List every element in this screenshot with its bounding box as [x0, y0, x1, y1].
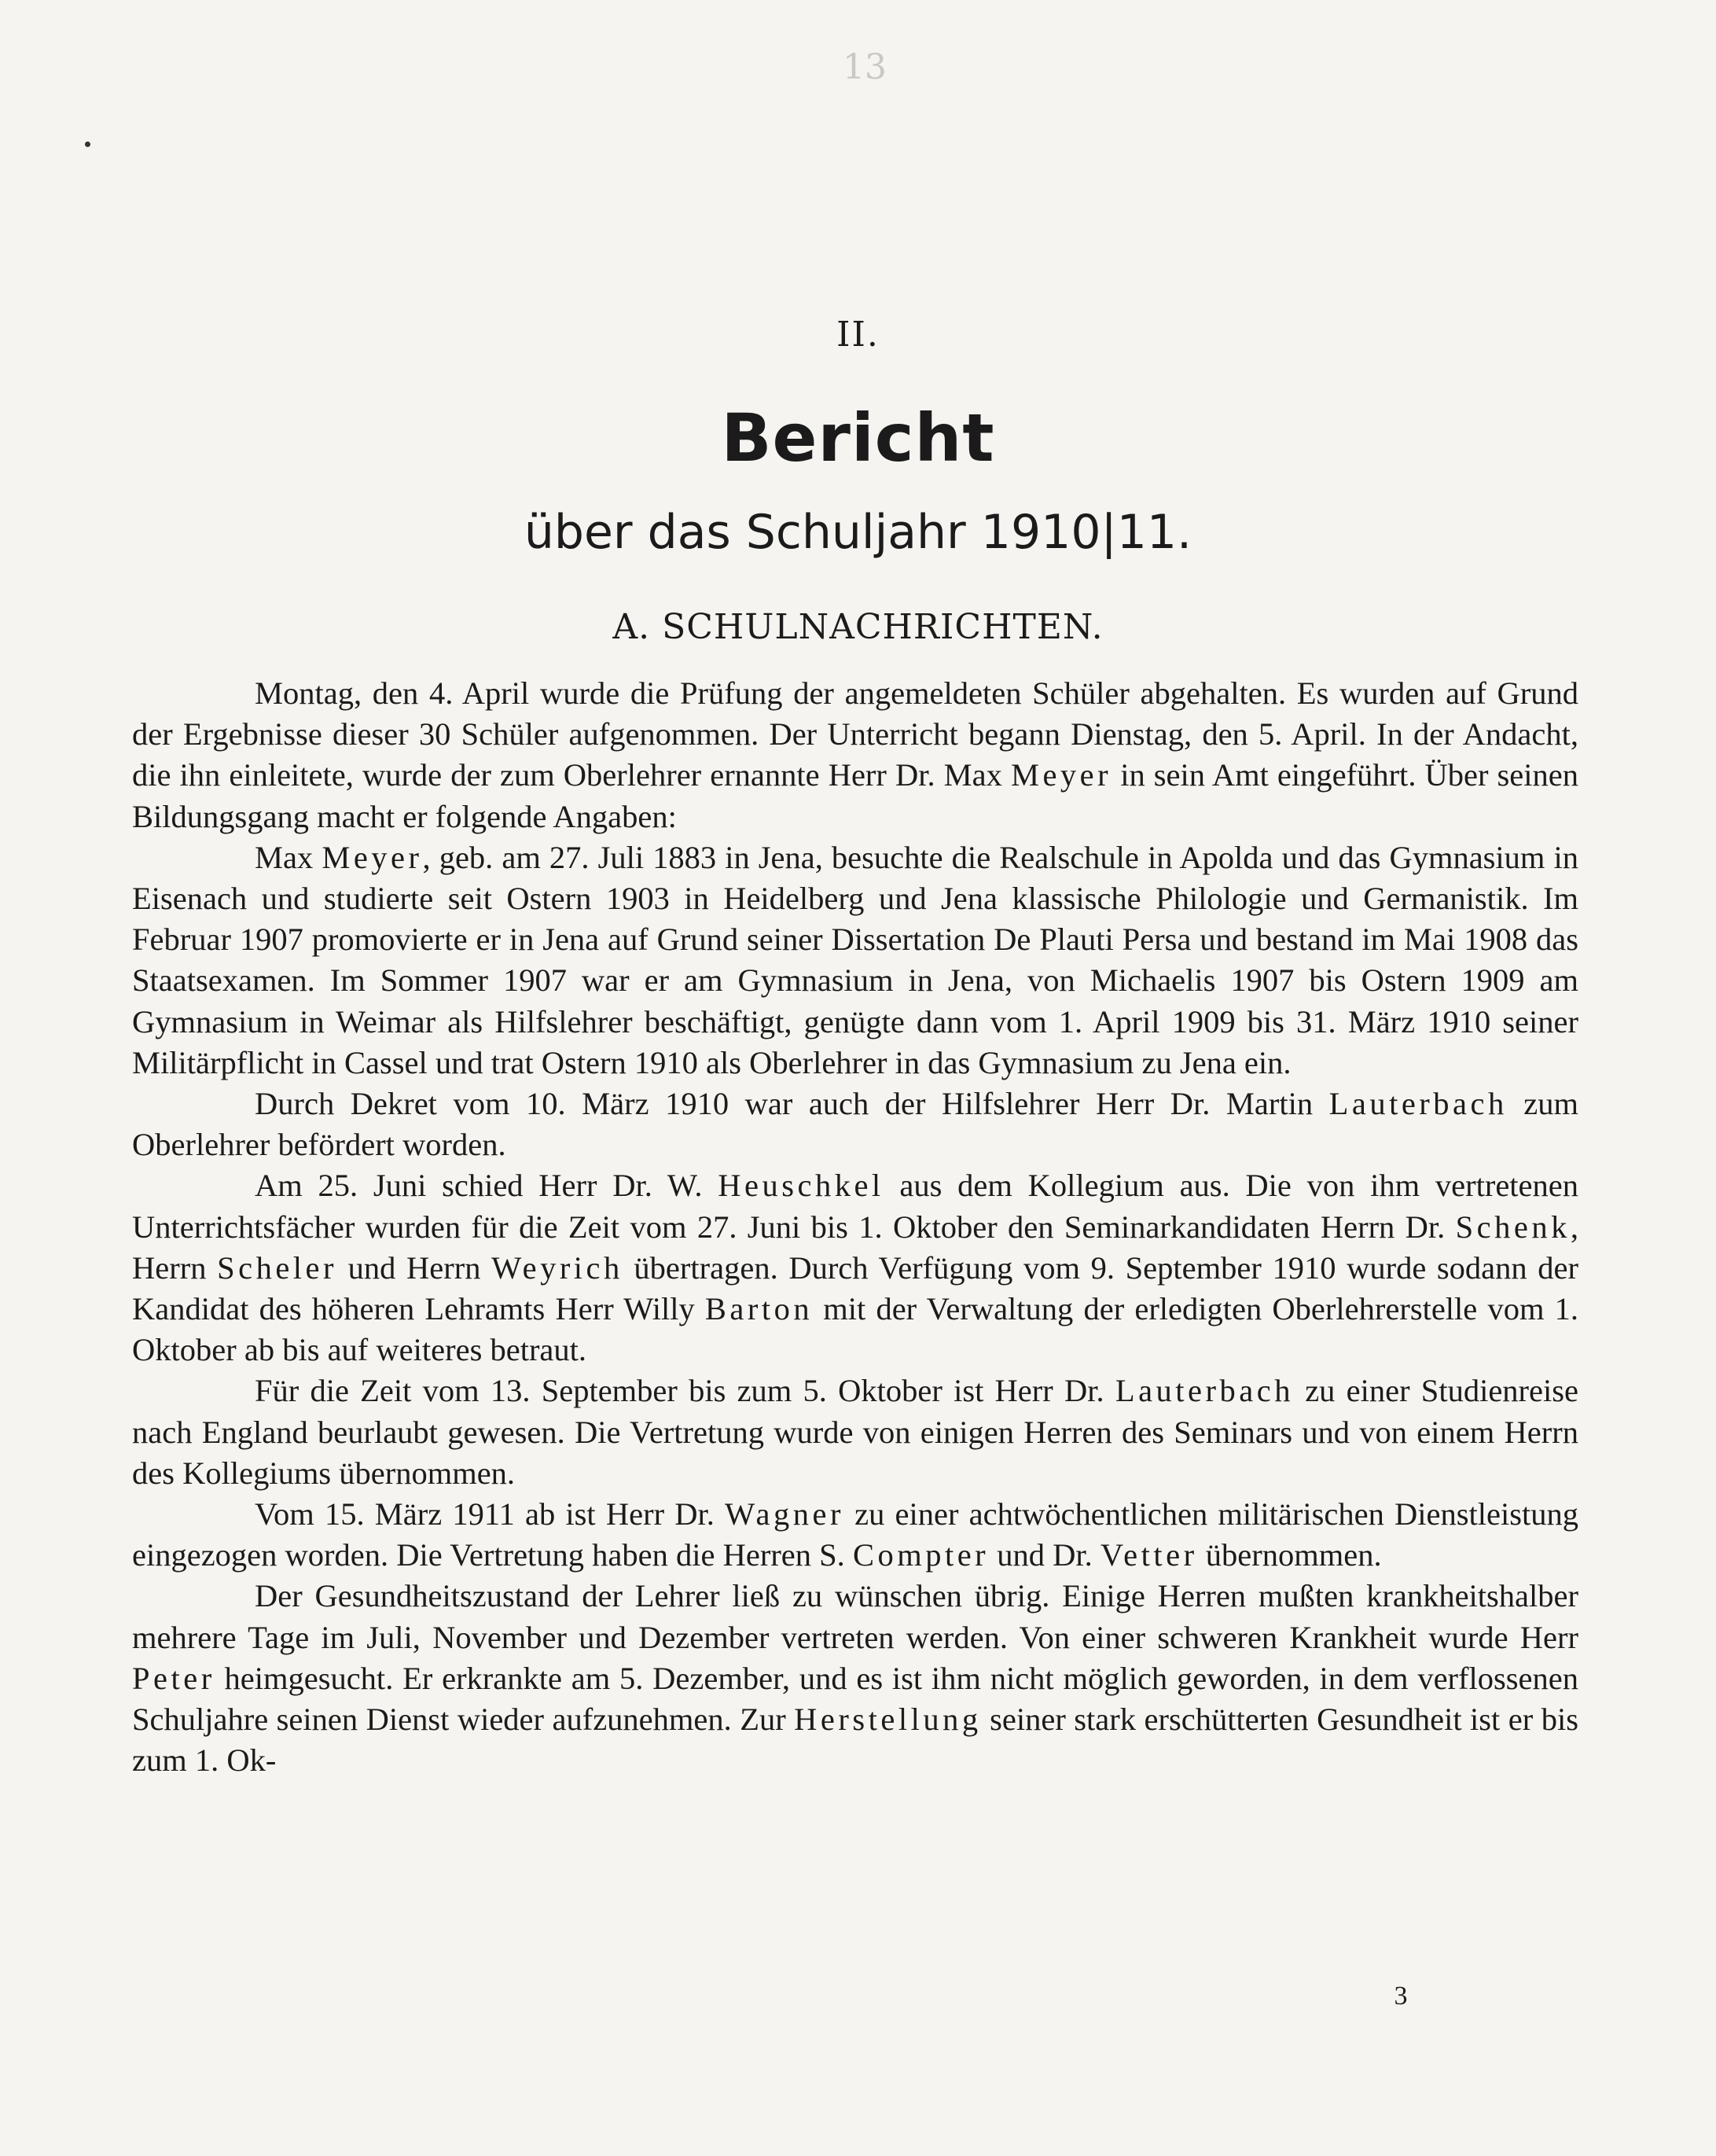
page-number-top: 13	[843, 47, 887, 87]
spaced-name: Compter	[852, 1537, 990, 1573]
body-text	[132, 673, 1578, 1781]
spaced-name: Lauterbach	[1115, 1373, 1294, 1409]
text-run: Am 25. Juni schied Herr Dr. W.	[255, 1168, 718, 1204]
text-run: mit der Verwaltung der erledigten Oberlehrerstelle vom 1. Oktober ab bis auf weiteres betraut.	[132, 1291, 1578, 1368]
spaced-name: Lauterbach	[1328, 1086, 1508, 1122]
spaced-name: Peter	[132, 1660, 215, 1696]
text-run: in sein Amt eingeführt. Über seinen Bildungsgang macht er folgende Angaben:	[132, 757, 1578, 834]
text-run: heimgesucht. Er erkrankte am 5. Dezember, und es ist ihm nicht möglich geworden, in dem verflossenen Schuljahre seinen Dienst wieder aufzunehmen. Zur	[132, 1660, 1578, 1738]
text-run: aus dem Kollegium aus. Die von ihm vertretenen Unterrichtsfächer wurden für die Zeit vom 27. Juni bis 1. Oktober den Seminarkandidaten Herrn Dr.	[132, 1168, 1578, 1245]
page-title: Bericht	[721, 399, 995, 476]
stray-ink-dot	[85, 142, 90, 147]
spaced-name: Barton	[704, 1291, 814, 1327]
text-run: Durch Dekret vom 10. März 1910 war auch der Hilfslehrer Herr Dr. Martin	[255, 1086, 1329, 1122]
text-run: und Dr.	[989, 1537, 1101, 1573]
spaced-name: Schenk	[1455, 1209, 1571, 1245]
paragraph-exam	[132, 673, 1578, 837]
text-run: übertragen. Durch Verfügung vom 9. September 1910 wurde sodann der Kandidat des höheren Lehramts Herr Willy	[132, 1249, 1578, 1327]
text-run: Vom 15. März 1911 ab ist Herr Dr.	[255, 1496, 726, 1532]
text-run: übernommen.	[1197, 1537, 1382, 1573]
spaced-name: Scheler	[217, 1249, 338, 1286]
paragraph-health	[132, 1576, 1578, 1781]
section-heading: A. SCHULNACHRICHTEN.	[612, 607, 1104, 647]
text-run: Für die Zeit vom 13. September bis zum 5. Oktober ist Herr Dr.	[255, 1373, 1115, 1409]
text-run: , geb. am 27. Juli 1883 in Jena, besuchte die Realschule in Apolda und das Gymnasium in Eisenach und studierte seit Ostern 1903 in Heidelberg und Jena klassische Philologie und Germanistik. Im Februar 1907 promovierte er in Jena auf Grund seiner Dissertation De Plauti Persa und bestand im Mai 1908 das Staatsexamen. Im Sommer 1907 war er am Gymnasium in Jena, von Michaelis 1907 bis Ostern 1909 am Gymnasium in Weimar als Hilfslehrer beschäftigt, genügte dann vom 1. April 1909 bis 31. März 1910 seiner Militärpflicht in Cassel und trat Ostern 1910 als Oberlehrer in das Gymnasium zu Jena ein.	[132, 839, 1578, 1080]
text-run: und Herrn	[337, 1249, 492, 1286]
paragraph-study-trip	[132, 1370, 1578, 1494]
page-number-bottom: 3	[1394, 1981, 1408, 2011]
text-run: Montag, den 4. April wurde die Prüfung der angemeldeten Schüler abgehalten. Es wurden auf Grund der Ergebnisse dieser 30 Schüler aufgenommen. Der Unterricht begann Dienstag, den 5. April. In der Andacht, die ihn einleitete, wurde der zum Oberlehrer ernannte Herr Dr. Max	[132, 675, 1578, 793]
paragraph-heuschkel-departure	[132, 1165, 1578, 1370]
page-subtitle: über das Schuljahr 1910|11.	[524, 505, 1192, 560]
text-run: seiner stark erschütterten Gesundheit ist er bis zum 1. Ok-	[132, 1702, 1578, 1779]
spaced-name: Weyrich	[491, 1249, 623, 1286]
text-run: , Herrn	[132, 1209, 1578, 1286]
text-run: Max	[255, 839, 322, 875]
spaced-name: Vetter	[1100, 1537, 1198, 1573]
chapter-number: II.	[836, 315, 880, 355]
spaced-name: Meyer	[1010, 757, 1112, 793]
paragraph-lauterbach-promotion	[132, 1084, 1578, 1165]
spaced-name: Wagner	[725, 1496, 844, 1532]
paragraph-meyer-biography	[132, 837, 1578, 1084]
spaced-name: Heuschkel	[718, 1168, 884, 1204]
text-run: zum Oberlehrer befördert worden.	[132, 1086, 1578, 1163]
text-run: zu einer Studienreise nach England beurlaubt gewesen. Die Vertretung wurde von einigen Herren des Seminars und von einem Herrn des Kollegiums übernommen.	[132, 1373, 1579, 1491]
spaced-name: Meyer	[322, 839, 423, 875]
paragraph-military-service	[132, 1494, 1578, 1576]
text-run: zu einer achtwöchentlichen militärischen Dienstleistung eingezogen worden. Die Vertretung haben die Herren S.	[132, 1496, 1578, 1573]
spaced-word: Herstellung	[794, 1702, 982, 1738]
text-run: Der Gesundheitszustand der Lehrer ließ zu wünschen übrig. Einige Herren mußten krankheitshalber mehrere Tage im Juli, November und Dezember vertreten werden. Von einer schweren Krankheit wurde Herr	[132, 1578, 1578, 1655]
